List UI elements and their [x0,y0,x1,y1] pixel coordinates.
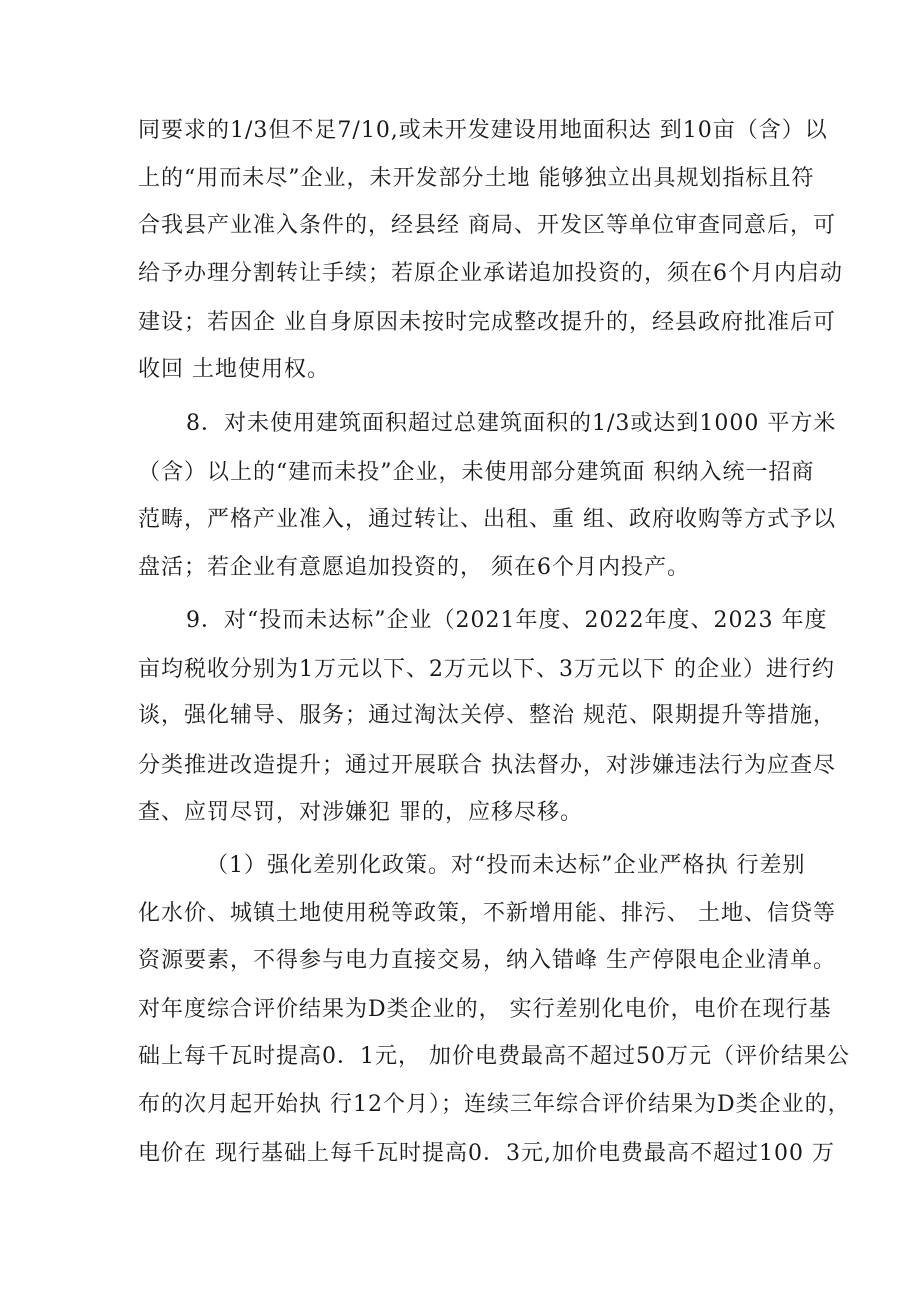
body-text-line: 建设；若因企 业自身原因未按时完成整改提升的，经县政府批准后可 [138,310,836,335]
body-text-line: 亩均税收分别为1万元以下、2万元以下、3万元以下 的企业）进行约 [138,657,835,682]
body-text-line: 合我县产业准入条件的，经县经 商局、开发区等单位审查同意后，可 [138,213,836,238]
body-text-line: 查、应罚尽罚，对涉嫌犯 罪的，应移尽移。 [138,800,583,825]
body-text-line: （含）以上的“建而未投”企业，未使用部分建筑面 积纳入统一招商 [138,460,815,485]
body-text-line: 分类推进改造提升；通过开展联合 执法督办，对涉嫌违法行为应查尽 [138,753,836,778]
body-text-line: 范畴，严格产业准入，通过转让、出租、重 组、政府收购等方式予以 [138,507,836,532]
subitem-1-first-line: （1）强化差别化政策。对“投而未达标”企业严格执 行差别 [206,853,806,878]
body-text-line: 础上每千瓦时提高0．1元， 加价电费最高不超过50万元（评价结果公 [138,1044,850,1069]
body-text-line: 布的次月起开始执 行12个月）；连续三年综合评价结果为D类企业的， [138,1092,851,1117]
body-text-line: 收回 土地使用权。 [138,357,330,382]
item-8-first-line: 8．对未使用建筑面积超过总建筑面积的1/3或达到1000 平方米 [186,411,837,436]
body-text-line: 电价在 现行基础上每千瓦时提高0．3元,加价电费最高不超过100 万 [138,1141,835,1166]
body-text-line: 化水价、城镇土地使用税等政策，不新增用能、排污、 土地、信贷等 [138,901,836,926]
body-text-line: 给予办理分割转让手续；若原企业承诺追加投资的，须在6个月内启动 [138,261,843,286]
body-text-line: 上的“用而未尽”企业，未开发部分土地 能够独立出具规划指标且符 [138,166,815,191]
body-text-line: 同要求的1/3但不足7/10,或未开发建设用地面积达 到10亩（含）以 [138,118,828,143]
item-9-first-line: 9．对“投而未达标”企业（2021年度、2022年度、2023 年度 [186,608,828,633]
body-text-line: 盘活；若企业有意愿追加投资的， 须在6个月内投产。 [138,555,690,580]
body-text-line: 对年度综合评价结果为D类企业的， 实行差别化电价，电价在现行基 [138,997,832,1022]
body-text-line: 谈，强化辅导、服务；通过淘汰关停、整治 规范、限期提升等措施， [138,703,836,728]
body-text-line: 资源要素，不得参与电力直接交易，纳入错峰 生产停限电企业清单。 [138,948,836,973]
